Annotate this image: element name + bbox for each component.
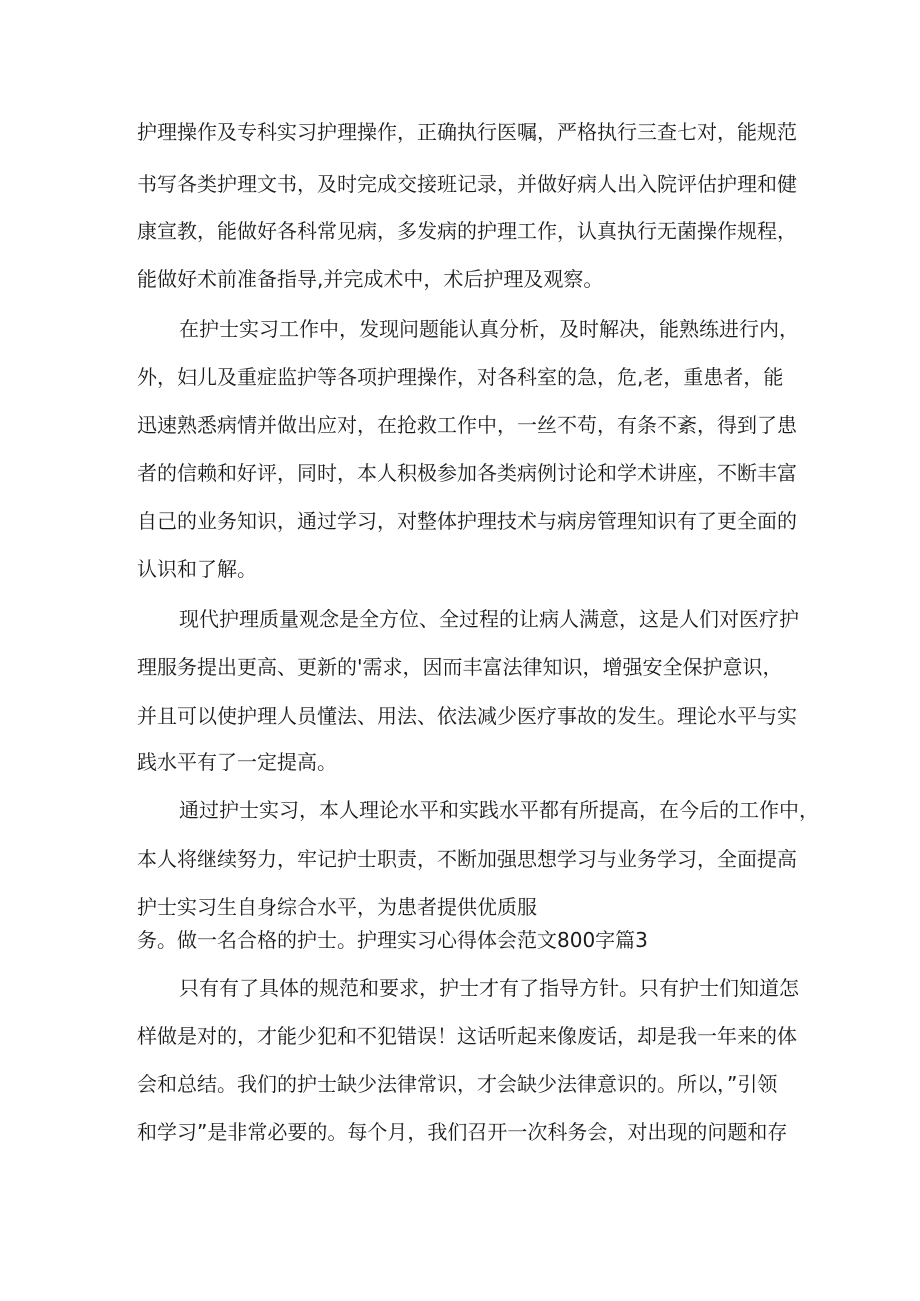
text-line: 外，妇儿及重症监护等各项护理操作，对各科室的急，危,老，重患者，能 <box>137 365 784 389</box>
text-line: 只有有了具体的规范和要求，护士才有了指导方针。只有护士们知道怎 <box>179 976 799 1000</box>
text-line: 通过护士实习，本人理论水平和实践水平都有所提高，在今后的工作中， <box>179 798 819 822</box>
text-line: 务。做一名合格的护士。护理实习心得体会范文800字篇3 <box>137 928 648 952</box>
text-line: 现代护理质量观念是全方位、全过程的让病人满意，这是人们对医疗护 <box>179 607 799 631</box>
text-line: 能做好术前准备指导,并完成术中，术后护理及观察。 <box>137 267 604 291</box>
text-line: 护士实习生自身综合水平，为患者提供优质服 <box>137 895 537 919</box>
text-line: 迅速熟悉病情并做出应对，在抢救工作中，一丝不苟，有条不紊，得到了患 <box>137 413 797 437</box>
text-line: 并且可以使护理人员懂法、用法、依法减少医疗事故的发生。理论水平与实 <box>137 704 797 728</box>
text-line: 书写各类护理文书，及时完成交接班记录，并做好病人出入院评估护理和健 <box>137 172 797 196</box>
text-line: 会和总结。我们的护士缺少法律常识，才会缺少法律意识的。所以，”引领 <box>137 1072 778 1096</box>
text-line: 者的信赖和好评，同时，本人积极参加各类病例讨论和学术讲座，不断丰富 <box>137 461 797 485</box>
text-line: 康宣教，能做好各科常见病，多发病的护理工作，认真执行无菌操作规程， <box>137 219 797 243</box>
text-line: 样做是对的，才能少犯和不犯错误！这话听起来像废话，却是我一年来的体 <box>137 1024 797 1048</box>
text-line: 护理操作及专科实习护理操作，正确执行医嘱，严格执行三查七对，能规范 <box>137 120 797 144</box>
text-line: 在护士实习工作中，发现问题能认真分析，及时解决，能熟练进行内， <box>179 317 799 341</box>
text-line: 本人将继续努力，牢记护士职责，不断加强思想学习与业务学习，全面提高 <box>137 847 797 871</box>
text-line: 理服务提出更高、更新的'需求，因而丰富法律知识，增强安全保护意识， <box>137 655 783 679</box>
text-line: 践水平有了一定提高。 <box>137 750 337 774</box>
text-line: 认识和了解。 <box>137 557 257 581</box>
text-line: 和学习”是非常必要的。每个月，我们召开一次科务会，对出现的问题和存 <box>137 1120 788 1144</box>
text-line: 自己的业务知识，通过学习，对整体护理技术与病房管理知识有了更全面的 <box>137 509 797 533</box>
